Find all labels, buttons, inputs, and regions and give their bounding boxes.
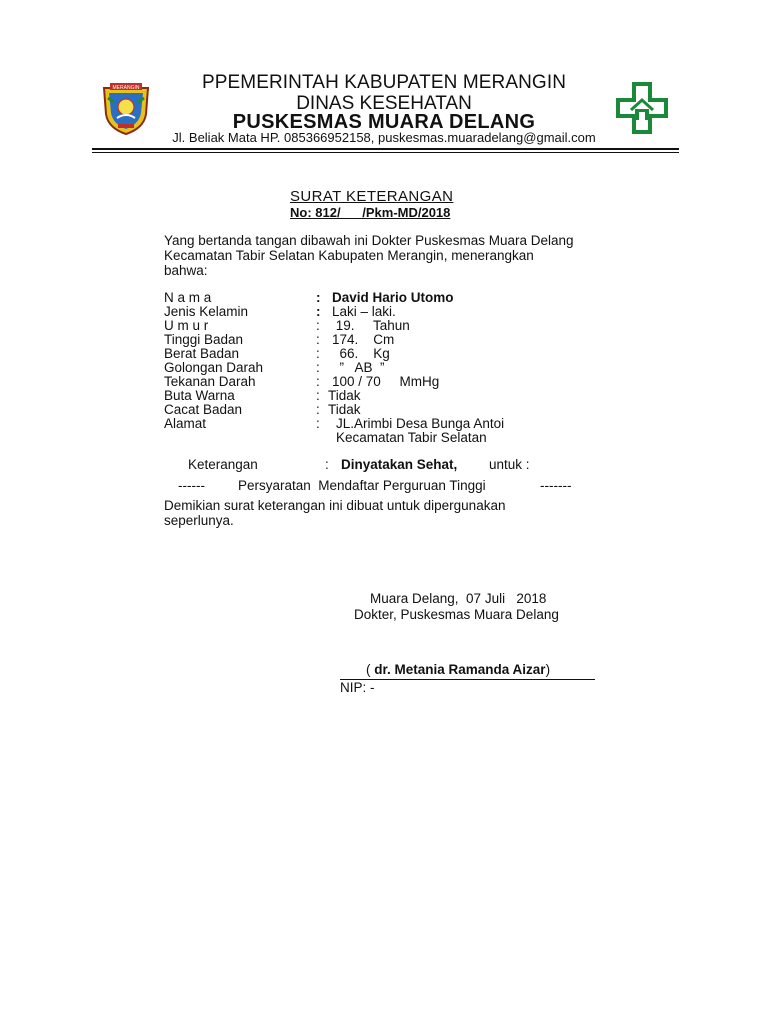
keterangan-suffix: untuk : (489, 457, 530, 472)
svg-text:MERANGIN: MERANGIN (112, 85, 140, 91)
field-value-cacat-badan: Tidak (328, 402, 361, 417)
header-address: Jl. Beliak Mata HP. 085366952158, puskesmas.muaradelang@gmail.com (172, 130, 596, 145)
field-colon: : (316, 402, 320, 417)
field-value-tekanan-darah: 100 / 70 MmHg (332, 374, 440, 389)
field-colon: : (316, 304, 321, 319)
intro-paragraph (164, 233, 574, 278)
signer-paren-close: ) (545, 662, 551, 677)
keterangan-value: Dinyatakan Sehat, (341, 457, 458, 472)
document-title: SURAT KETERANGAN (290, 188, 454, 205)
purpose-text: Persyaratan Mendaftar Perguruan Tinggi (238, 478, 486, 493)
field-label-jenis-kelamin: Jenis Kelamin (164, 304, 249, 319)
field-colon: : (316, 318, 320, 333)
field-value-berat-badan: 66. Kg (332, 346, 390, 361)
closing-line: seperlunya. (164, 513, 234, 528)
field-colon: : (316, 360, 320, 375)
header-divider-thin (92, 152, 679, 153)
field-label-tekanan-darah: Tekanan Darah (164, 374, 256, 389)
field-colon: : (316, 388, 320, 403)
field-colon: : (316, 416, 320, 431)
keterangan-colon: : (325, 457, 329, 472)
field-label-nama: N a m a (164, 290, 212, 305)
header-divider-thick (92, 148, 679, 150)
field-value-alamat-cont: Kecamatan Tabir Selatan (336, 430, 487, 445)
field-value-umur: 19. Tahun (332, 318, 410, 333)
field-label-cacat-badan: Cacat Badan (164, 402, 243, 417)
field-value-buta-warna: Tidak (328, 388, 361, 403)
closing-paragraph (164, 498, 505, 528)
signer-role: Dokter, Puskesmas Muara Delang (354, 607, 559, 622)
field-label-buta-warna: Buta Warna (164, 388, 235, 403)
field-value-golongan-darah: ” AB ” (332, 360, 385, 375)
field-colon: : (316, 346, 320, 361)
field-value-alamat: JL.Arimbi Desa Bunga Antoi (336, 416, 505, 431)
signer-paren-open: ( (366, 662, 375, 677)
field-label-golongan-darah: Golongan Darah (164, 360, 264, 375)
field-label-umur: U m u r (164, 318, 209, 333)
field-value-nama: David Hario Utomo (332, 290, 454, 305)
field-colon: : (316, 332, 320, 347)
header-puskesmas: PUSKESMAS MUARA DELANG (232, 111, 536, 133)
intro-line: Yang bertanda tangan dibawah ini Dokter Puskesmas Muara Delang (164, 233, 574, 248)
header-department: DINAS KESEHATAN (296, 93, 472, 114)
field-value-jenis-kelamin: Laki – laki. (332, 304, 396, 319)
place-date: Muara Delang, 07 Juli 2018 (370, 591, 547, 606)
field-label-berat-badan: Berat Badan (164, 346, 240, 361)
field-value-tinggi-badan: 174. Cm (332, 332, 395, 347)
signature-line (340, 679, 595, 680)
field-label-tinggi-badan: Tinggi Badan (164, 332, 244, 347)
signer-name: dr. Metania Ramanda Aizar (374, 662, 546, 677)
keterangan-label: Keterangan (188, 457, 258, 472)
field-colon: : (316, 374, 320, 389)
closing-line: Demikian surat keterangan ini dibuat untuk dipergunakan (164, 498, 506, 513)
purpose-dash-right: ------- (540, 478, 572, 493)
purpose-dash-left: ------ (178, 478, 205, 493)
field-colon: : (316, 290, 321, 305)
document-number: No: 812/ /Pkm-MD/2018 (290, 205, 451, 220)
field-label-alamat: Alamat (164, 416, 207, 431)
header-government: PPEMERINTAH KABUPATEN MERANGIN (201, 72, 567, 93)
signer-nip: NIP: - (340, 680, 375, 695)
intro-line: Kecamatan Tabir Selatan Kabupaten Merangin, menerangkan (164, 248, 534, 263)
intro-line: bahwa: (164, 263, 208, 278)
signer-name-line (366, 662, 550, 677)
